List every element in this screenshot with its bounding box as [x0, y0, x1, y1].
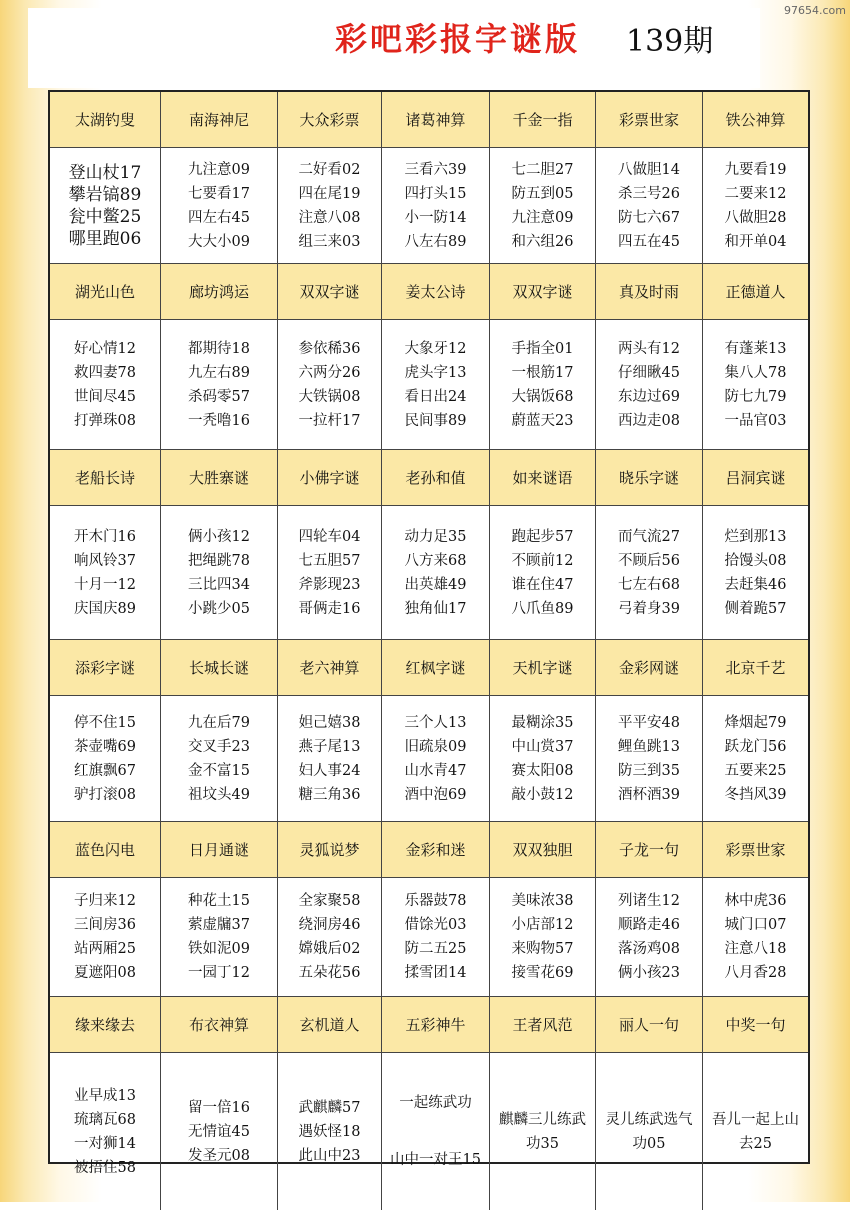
riddle-cell — [278, 148, 382, 264]
riddle-cell — [50, 320, 161, 450]
column-header: 中奖一句 — [703, 997, 808, 1053]
riddle-line: 小跳少05 — [188, 600, 250, 617]
riddle-line: 此山中23 — [298, 1147, 361, 1164]
column-header: 彩票世家 — [596, 92, 703, 148]
riddle-line: 防三到35 — [618, 762, 680, 779]
riddle-line: 攀岩镐89 — [68, 184, 142, 205]
riddle-line: 二好看02 — [298, 161, 361, 178]
riddle-line: 防七九79 — [724, 388, 787, 405]
riddle-line: 瓮中鳖25 — [68, 206, 142, 227]
riddle-line: 中山赏37 — [511, 738, 574, 755]
column-header: 金彩网谜 — [596, 640, 703, 696]
riddle-cell — [161, 506, 278, 640]
column-header: 老孙和值 — [382, 450, 490, 506]
column-header: 双双字谜 — [278, 264, 382, 320]
riddle-line: 大象牙12 — [404, 340, 467, 357]
riddle-line: 七二胆27 — [511, 161, 574, 178]
riddle-line: 敲小鼓12 — [511, 786, 574, 803]
riddle-line: 庆国庆89 — [74, 600, 136, 617]
riddle-line: 开木门16 — [74, 528, 136, 545]
riddle-line: 被捂住58 — [74, 1159, 136, 1176]
riddle-line: 跃龙门56 — [724, 738, 787, 755]
riddle-line: 动力足35 — [404, 528, 467, 545]
column-header: 诸葛神算 — [382, 92, 490, 148]
riddle-line: 山水青47 — [404, 762, 467, 779]
riddle-cell — [490, 878, 596, 997]
column-header: 蓝色闪电 — [50, 822, 161, 878]
watermark: 97654.com — [784, 4, 846, 17]
riddle-line: 吾儿一起上山去25 — [712, 1111, 799, 1152]
riddle-line: 烽烟起79 — [724, 714, 787, 731]
riddle-line: 跑起步57 — [511, 528, 574, 545]
riddle-line: 九注意09 — [511, 209, 574, 226]
column-header: 廊坊鸿运 — [161, 264, 278, 320]
riddle-line: 东边过69 — [618, 388, 680, 405]
riddle-line: 交叉手23 — [188, 738, 250, 755]
column-header: 彩票世家 — [703, 822, 808, 878]
riddle-line: 都期待18 — [188, 340, 250, 357]
riddle-line: 武麒麟57 — [298, 1099, 361, 1116]
column-header: 千金一指 — [490, 92, 596, 148]
riddle-line: 俩小孩12 — [188, 528, 250, 545]
riddle-line: 大大小09 — [188, 233, 250, 250]
riddle-line: 业早成13 — [74, 1087, 136, 1104]
riddle-line: 揉雪团14 — [404, 965, 467, 981]
riddle-line: 二要来12 — [724, 185, 787, 202]
riddle-line: 顺路走46 — [618, 917, 680, 933]
column-header: 五彩神牛 — [382, 997, 490, 1053]
riddle-line: 西边走08 — [618, 412, 680, 429]
riddle-line: 夏遮阳08 — [74, 965, 136, 981]
riddle-line: 妲己嬉38 — [298, 714, 361, 731]
riddle-line: 哥俩走16 — [298, 600, 361, 617]
riddle-cell — [382, 878, 490, 997]
riddle-line: 俩小孩23 — [618, 965, 680, 981]
column-header: 红枫字谜 — [382, 640, 490, 696]
column-header: 子龙一句 — [596, 822, 703, 878]
riddle-line: 三比四34 — [188, 576, 250, 593]
riddle-line: 全家聚58 — [298, 893, 361, 909]
riddle-cell — [382, 148, 490, 264]
riddle-line: 有蓬莱13 — [724, 340, 787, 357]
column-header: 天机字谜 — [490, 640, 596, 696]
riddle-line: 燕子尾13 — [298, 738, 361, 755]
riddle-line: 九左右89 — [188, 364, 250, 381]
column-header: 双双独胆 — [490, 822, 596, 878]
riddle-line: 烂到那13 — [724, 528, 787, 545]
column-header: 北京千艺 — [703, 640, 808, 696]
riddle-line: 两头有12 — [618, 340, 680, 357]
riddle-line: 登山杖17 — [68, 162, 142, 183]
column-header: 添彩字谜 — [50, 640, 161, 696]
riddle-line: 借馀光03 — [404, 917, 467, 933]
riddle-line: 一秃噜16 — [188, 412, 250, 429]
riddle-line: 响风铃37 — [74, 552, 136, 569]
riddle-line: 八月香28 — [724, 965, 787, 981]
riddle-line: 八方来68 — [404, 552, 467, 569]
riddle-line: 看日出24 — [404, 388, 467, 405]
column-header: 老船长诗 — [50, 450, 161, 506]
riddle-cell — [278, 506, 382, 640]
riddle-cell — [703, 1053, 808, 1210]
riddle-line: 九在后79 — [188, 714, 250, 731]
riddle-line: 蔚蓝天23 — [511, 412, 574, 429]
riddle-line: 集八人78 — [724, 364, 787, 381]
riddle-cell — [596, 148, 703, 264]
riddle-line: 和六组26 — [511, 233, 574, 250]
riddle-line: 酒杯酒39 — [618, 786, 680, 803]
riddle-cell — [382, 320, 490, 450]
column-header: 吕洞宾谜 — [703, 450, 808, 506]
riddle-line: 不顾后56 — [618, 552, 680, 569]
riddle-cell — [490, 148, 596, 264]
riddle-line: 七要看17 — [188, 185, 250, 202]
riddle-line: 把绳跳78 — [188, 552, 250, 569]
riddle-line: 防二五25 — [404, 941, 467, 957]
riddle-line: 一品官03 — [724, 412, 787, 429]
riddle-line: 乐器鼓78 — [404, 893, 467, 909]
column-header: 长城长谜 — [161, 640, 278, 696]
column-header: 真及时雨 — [596, 264, 703, 320]
riddle-line: 大锅饭68 — [511, 388, 574, 405]
riddle-cell — [50, 506, 161, 640]
riddle-line: 八做胆28 — [724, 209, 787, 226]
riddle-line: 一对狮14 — [74, 1135, 136, 1152]
riddle-line: 七五胆57 — [298, 552, 361, 569]
riddle-line: 赛太阳08 — [511, 762, 574, 779]
riddle-line: 无情谊45 — [188, 1123, 250, 1140]
column-header: 大胜寨谜 — [161, 450, 278, 506]
riddle-line: 最糊涂35 — [511, 714, 574, 731]
column-header: 太湖钓叟 — [50, 92, 161, 148]
riddle-cell — [596, 506, 703, 640]
riddle-cell — [278, 696, 382, 822]
riddle-line: 参依稀36 — [298, 340, 361, 357]
riddle-line: 民间事89 — [404, 412, 467, 429]
riddle-line: 来购物57 — [511, 941, 574, 957]
riddle-line: 麒麟三儿练武功35 — [499, 1111, 586, 1152]
riddle-line: 酒中泡69 — [404, 786, 467, 803]
riddle-line: 出英雄49 — [404, 576, 467, 593]
riddle-cell — [490, 696, 596, 822]
white-patch-right — [708, 8, 760, 88]
riddle-line: 七左右68 — [618, 576, 680, 593]
riddle-cell — [50, 696, 161, 822]
white-patch-middle — [342, 58, 598, 82]
column-header: 双双字谜 — [490, 264, 596, 320]
riddle-line: 灵儿练武选气功05 — [605, 1111, 693, 1152]
riddle-line: 九注意09 — [188, 161, 250, 178]
column-header: 铁公神算 — [703, 92, 808, 148]
riddle-line: 斧影现23 — [298, 576, 361, 593]
riddle-line: 防五到05 — [511, 185, 574, 202]
riddle-cell — [703, 148, 808, 264]
riddle-line: 留一倍16 — [188, 1099, 250, 1116]
riddle-line: 手指全01 — [511, 340, 574, 357]
riddle-cell — [703, 506, 808, 640]
column-header: 灵狐说梦 — [278, 822, 382, 878]
riddle-line: 祖坟头49 — [188, 786, 250, 803]
riddle-line: 拾馒头08 — [724, 552, 787, 569]
riddle-cell — [161, 1053, 278, 1210]
riddle-line: 子归来12 — [74, 893, 136, 909]
column-header: 缘来缘去 — [50, 997, 161, 1053]
column-header: 金彩和迷 — [382, 822, 490, 878]
riddle-line: 独角仙17 — [404, 600, 467, 617]
riddle-line: 八左右89 — [404, 233, 467, 250]
riddle-line: 仔细瞅45 — [618, 364, 680, 381]
riddle-line: 四轮车04 — [298, 528, 361, 545]
riddle-cell — [490, 1053, 596, 1210]
column-header: 南海神尼 — [161, 92, 278, 148]
riddle-line: 三间房36 — [74, 917, 136, 933]
riddle-line: 弓着身39 — [618, 600, 680, 617]
riddle-line: 注意八18 — [724, 941, 787, 957]
riddle-line: 防七六67 — [618, 209, 680, 226]
riddle-line: 冬挡风39 — [724, 786, 787, 803]
column-header: 玄机道人 — [278, 997, 382, 1053]
riddle-cell — [161, 696, 278, 822]
riddle-line: 林中虎36 — [724, 893, 787, 909]
riddle-line: 接雪花69 — [511, 965, 574, 981]
riddle-line: 八爪鱼89 — [511, 600, 574, 617]
riddle-line: 谁在住47 — [511, 576, 574, 593]
riddle-line: 落汤鸡08 — [618, 941, 680, 957]
column-header: 大众彩票 — [278, 92, 382, 148]
riddle-line: 停不住15 — [74, 714, 136, 731]
riddle-cell — [382, 506, 490, 640]
riddle-line: 列诸生12 — [618, 893, 680, 909]
riddle-line: 鲤鱼跳13 — [618, 738, 680, 755]
riddle-line: 大铁锅08 — [298, 388, 361, 405]
riddle-line: 四五在45 — [618, 233, 680, 250]
riddle-line: 世间尽45 — [74, 388, 136, 405]
riddle-line: 五要来25 — [724, 762, 787, 779]
riddle-cell — [50, 148, 161, 264]
riddle-line: 金不富15 — [188, 762, 250, 779]
riddle-line: 四在尾19 — [298, 185, 361, 202]
riddle-line: 三个人13 — [404, 714, 467, 731]
column-header: 丽人一句 — [596, 997, 703, 1053]
column-header: 老六神算 — [278, 640, 382, 696]
riddle-line: 哪里跑06 — [68, 228, 142, 249]
riddle-cell — [703, 320, 808, 450]
riddle-line: 一起练武功 — [399, 1095, 472, 1112]
riddle-line: 茶壶嘴69 — [74, 738, 136, 755]
riddle-cell — [596, 696, 703, 822]
riddle-line: 和开单04 — [724, 233, 787, 250]
riddle-cell — [596, 878, 703, 997]
riddle-line: 站两厢25 — [74, 941, 136, 957]
column-header: 如来谜语 — [490, 450, 596, 506]
riddle-cell — [490, 320, 596, 450]
riddle-line: 发圣元08 — [188, 1147, 250, 1164]
riddle-line: 三看六39 — [404, 161, 467, 178]
riddle-line: 四左右45 — [188, 209, 250, 226]
riddle-line: 杀码零57 — [188, 388, 250, 405]
riddle-line: 组三来03 — [298, 233, 361, 250]
riddle-cell — [703, 696, 808, 822]
riddle-cell — [490, 506, 596, 640]
riddle-cell — [382, 696, 490, 822]
riddle-line: 铁如泥09 — [188, 941, 250, 957]
riddle-line: 旧疏泉09 — [404, 738, 467, 755]
riddle-line: 嫦娥后02 — [298, 941, 361, 957]
riddle-line: 六两分26 — [298, 364, 361, 381]
riddle-line: 驴打滚08 — [74, 786, 136, 803]
riddle-line: 好心情12 — [74, 340, 136, 357]
riddle-line: 九要看19 — [724, 161, 787, 178]
riddle-line: 注意八08 — [298, 209, 361, 226]
riddle-cell — [278, 320, 382, 450]
column-header: 正德道人 — [703, 264, 808, 320]
riddle-cell — [596, 320, 703, 450]
riddle-cell — [161, 320, 278, 450]
riddle-line: 山中一对王15 — [390, 1151, 481, 1168]
column-header: 湖光山色 — [50, 264, 161, 320]
riddle-line: 救四妻78 — [74, 364, 136, 381]
riddle-line: 五朵花56 — [298, 965, 361, 981]
page-title: 彩吧彩报字谜版 — [335, 20, 581, 58]
riddle-line: 十月一12 — [74, 576, 136, 593]
riddle-line: 四打头15 — [404, 185, 467, 202]
column-header: 布衣神算 — [161, 997, 278, 1053]
riddle-line: 不顾前12 — [511, 552, 574, 569]
riddle-line: 妇人事24 — [298, 762, 361, 779]
riddle-table — [48, 90, 810, 1176]
riddle-line: 侧着跪57 — [724, 600, 787, 617]
riddle-line: 虎头字13 — [404, 364, 467, 381]
riddle-cell — [161, 878, 278, 997]
riddle-line: 绕洞房46 — [298, 917, 361, 933]
white-patch-left — [28, 8, 270, 88]
riddle-line: 打弹珠08 — [74, 412, 136, 429]
riddle-cell — [50, 1053, 161, 1210]
riddle-line: 一园丁12 — [188, 965, 250, 981]
riddle-cell — [278, 878, 382, 997]
column-header: 姜太公诗 — [382, 264, 490, 320]
column-header: 王者风范 — [490, 997, 596, 1053]
riddle-line: 杀三号26 — [618, 185, 680, 202]
riddle-line: 小店部12 — [511, 917, 574, 933]
riddle-line: 而气流27 — [618, 528, 680, 545]
riddle-line: 糖三角36 — [298, 786, 361, 803]
riddle-line: 美味浓38 — [511, 893, 574, 909]
riddle-line: 红旗飘67 — [74, 762, 136, 779]
riddle-line: 城门口07 — [724, 917, 787, 933]
riddle-line: 萦虚牖37 — [188, 917, 250, 933]
issue-number: 139期 — [626, 24, 714, 59]
column-header: 晓乐字谜 — [596, 450, 703, 506]
riddle-line: 平平安48 — [618, 714, 680, 731]
riddle-line: 琉璃瓦68 — [74, 1111, 136, 1128]
riddle-line: 种花土15 — [188, 893, 250, 909]
riddle-line: 一根筋17 — [511, 364, 574, 381]
riddle-cell — [596, 1053, 703, 1210]
riddle-line: 八做胆14 — [618, 161, 680, 178]
column-header: 日月通谜 — [161, 822, 278, 878]
riddle-cell — [703, 878, 808, 997]
riddle-cell — [50, 878, 161, 997]
riddle-line: 小一防14 — [404, 209, 467, 226]
riddle-cell — [382, 1053, 490, 1210]
riddle-cell — [161, 148, 278, 264]
riddle-line: 一拉杆17 — [298, 412, 361, 429]
riddle-cell — [278, 1053, 382, 1210]
column-header: 小佛字谜 — [278, 450, 382, 506]
riddle-line: 去赶集46 — [724, 576, 787, 593]
riddle-line: 遇妖怪18 — [298, 1123, 361, 1140]
